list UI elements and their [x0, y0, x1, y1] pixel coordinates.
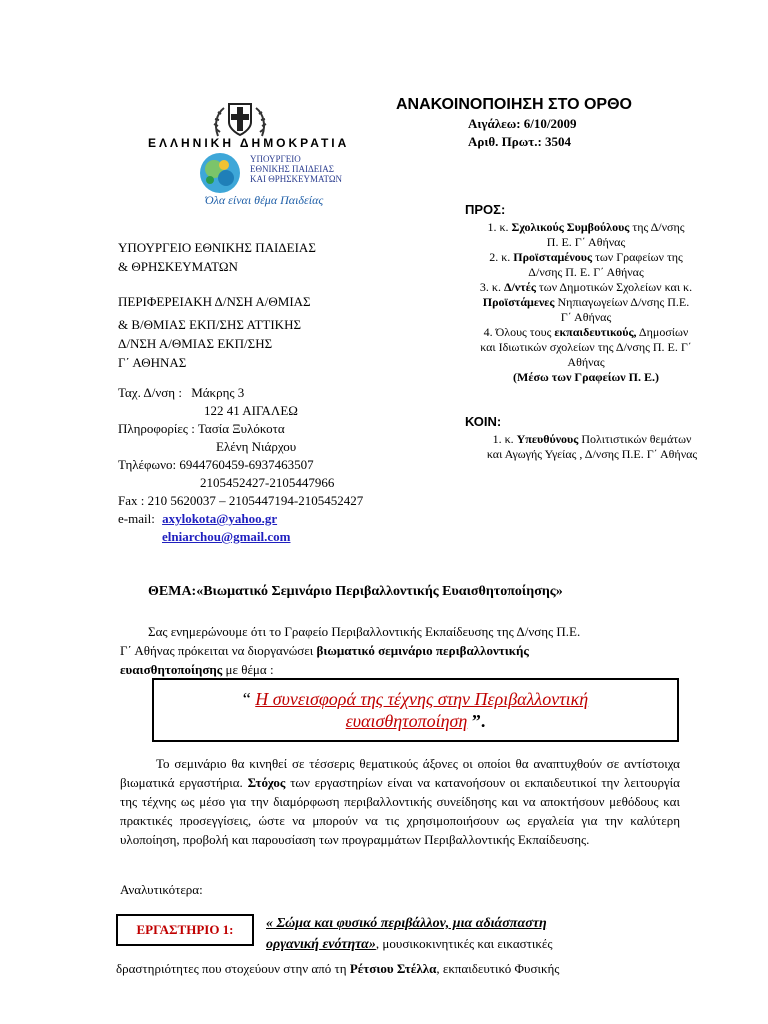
slogan: Όλα είναι θέμα Παιδείας: [205, 193, 324, 207]
intro-text: Γ΄ Αθήνας πρόκειται να διοργανώσει: [120, 643, 317, 658]
recipient-text: των Δημοτικών Σχολείων και κ.: [535, 280, 693, 294]
description-text: των εργαστηρίων είναι να κατανοήσουν οι εκπαιδευτικοί την λειτουργία της τέχνης ως μέσο για την διαμόρφωση περιβαλλοντικής συνείδησης και να αποκτήσουν μεθόδους και πρακτικές προσεγγίσεις, ώστε να μπορούν να τις χρησιμοποιήσουν ως εργαλεία για την καλύτερη υλοποίηση, προβολή και παρουσίαση των προγραμμάτων Περιβαλλοντικής Εκπαίδευσης.: [120, 775, 680, 847]
subject-line: ΘΕΜΑ:«Βιωματικό Σεμινάριο Περιβαλλοντικής Ευαισθητοποίησης»: [148, 584, 563, 599]
workshop-title: [266, 914, 680, 955]
recipient-name: Προϊστάμενες: [482, 295, 555, 309]
recipient-text: Γ΄ Αθήνας: [560, 310, 612, 324]
theme-title: Η συνεισφορά της τέχνης στην Περιβαλλοντική: [255, 689, 589, 709]
recipient-number: 2. κ.: [489, 250, 514, 264]
cc-name: Υπευθύνους: [516, 432, 579, 446]
cc-text: Πολιτιστικών θεμάτων: [578, 432, 692, 446]
email-link[interactable]: elniarchou@gmail.com: [162, 529, 291, 544]
description-bold-text: Στόχος: [247, 775, 286, 790]
recipient-name: Δ/ντές: [503, 280, 536, 294]
sender-ministry-line: ΥΠΟΥΡΓΕΙΟ ΕΘΝΙΚΗΣ ΠΑΙΔΕΙΑΣ: [118, 240, 316, 255]
theme-quote: ”.: [467, 711, 486, 731]
workshop-label: ΕΡΓΑΣΤΗΡΙΟ 1:: [136, 922, 234, 937]
recipients-via: (Μέσω των Γραφείων Π. Ε.): [513, 370, 659, 384]
sender-region-line: & Β/ΘΜΙΑΣ ΕΚΠ/ΣΗΣ ΑΤΤΙΚΗΣ: [118, 317, 302, 332]
theme-title: ευαισθητοποίηση: [345, 711, 468, 731]
info-name: Τασία Ξυλόκοτα: [197, 421, 285, 436]
ministry-logo-icon: [190, 150, 250, 196]
intro-bold-text: ευαισθητοποίησης: [120, 662, 223, 677]
recipient-number: 4. Όλους τους: [483, 325, 555, 339]
recipient-name: εκπαιδευτικούς,: [554, 325, 637, 339]
intro-bold-text: βιωματικό σεμινάριο περιβαλλοντικής: [316, 643, 529, 658]
description-text: Το σεμινάριο θα κινηθεί σε τέσσερις θεματικούς άξονες οι οποίοι θα αναπτυχθούν σε αντίστοιχα βιωματικά εργαστήρια.: [120, 756, 680, 790]
theme-quote: “: [242, 689, 256, 709]
intro-text: Σας ενημερώνουμε ότι το Γραφείο Περιβαλλοντικής Εκπαίδευσης της Δ/νσης Π.Ε.: [148, 624, 581, 639]
phone-number: 2105452427-2105447966: [200, 475, 335, 490]
ministry-logo-line: ΥΠΟΥΡΓΕΙΟ: [250, 154, 301, 164]
email-link[interactable]: axylokota@yahoo.gr: [162, 511, 278, 526]
address-city: 122 41 ΑΙΓΑΛΕΩ: [204, 403, 298, 418]
recipient-text: Δ/νσης Π. Ε. Γ΄ Αθήνας: [528, 265, 644, 279]
sender-region-line: Δ/ΝΣΗ Α/ΘΜΙΑΣ ΕΚΠ/ΣΗΣ: [118, 336, 273, 351]
address-label: Ταχ. Δ/νση :: [118, 385, 182, 400]
cc-number: 1. κ.: [492, 432, 517, 446]
sender-block: [118, 238, 316, 372]
greek-emblem: [212, 98, 268, 140]
recipient-text: Π. Ε. Γ΄ Αθήνας: [546, 235, 626, 249]
intro-paragraph: [120, 622, 680, 679]
detail-heading: Αναλυτικότερα:: [120, 882, 203, 897]
recipient-number: 1. κ.: [487, 220, 512, 234]
info-name: Ελένη Νιάρχου: [216, 439, 297, 454]
fax-label: Fax :: [118, 493, 145, 508]
cc-label: ΚΟΙΝ:: [465, 414, 502, 429]
sender-region-line: Γ΄ ΑΘΗΝΑΣ: [118, 355, 187, 370]
fax-number: 210 5620037 – 2105447194-2105452427: [147, 493, 364, 508]
recipient-name: Προϊσταμένους: [513, 250, 593, 264]
cc-text: και Αγωγής Υγείας , Δ/νσης Π.Ε. Γ΄ Αθήνας: [486, 447, 698, 461]
email-label: e-mail:: [118, 511, 155, 526]
recipient-text: Νηπιαγωγείων Δ/νσης Π.Ε.: [554, 295, 690, 309]
sender-ministry-line: & ΘΡΗΣΚΕΥΜΑΤΩΝ: [118, 259, 238, 274]
recipients-list: [440, 220, 732, 385]
workshop-description: [116, 959, 680, 978]
workshop-text: δραστηριότητες που στοχεύουν στην από τη: [116, 961, 350, 976]
workshop-title-text: « Σώμα και φυσικό περιβάλλον, μια αδιάσπαστη: [266, 916, 547, 931]
phone-number: 6944760459-6937463507: [179, 457, 314, 472]
phone-label: Τηλέφωνο:: [118, 457, 177, 472]
recipient-number: 3. κ.: [479, 280, 504, 294]
ministry-logo-line: ΚΑΙ ΘΡΗΣΚΕΥΜΑΤΩΝ: [250, 174, 343, 184]
description-paragraph: [120, 754, 680, 849]
cc-list: [452, 432, 732, 462]
document-date: Αιγάλεω: 6/10/2009: [468, 116, 577, 131]
ministry-logo: [190, 150, 380, 198]
to-label: ΠΡΟΣ:: [465, 202, 506, 217]
recipient-text: και Ιδιωτικών σχολείων της Δ/νσης Π. Ε. Γ΄: [480, 340, 692, 354]
recipient-text: Αθήνας: [567, 355, 605, 369]
workshop-person: Ρέτσιου Στέλλα: [349, 961, 437, 976]
workshop-text: , εκπαιδευτικό Φυσικής: [436, 961, 560, 976]
recipient-text: της Δ/νσης: [629, 220, 685, 234]
document-title: ΑΝΑΚΟΙΝΟΠΟΙΗΣΗ ΣΤΟ ΟΡΘΟ: [396, 96, 632, 113]
protocol-number: Αριθ. Πρωτ.: 3504: [468, 134, 572, 149]
workshop-title-text: οργανική ενότητα»: [266, 937, 376, 952]
ministry-logo-line: ΕΘΝΙΚΗΣ ΠΑΙΔΕΙΑΣ: [250, 164, 334, 174]
recipient-name: Σχολικούς Συμβούλους: [511, 220, 630, 234]
workshop-label-box: [116, 914, 254, 946]
sender-region-line: ΠΕΡΙΦΕΡΕΙΑΚΗ Δ/ΝΣΗ Α/ΘΜΙΑΣ: [118, 294, 311, 309]
workshop-text: , μουσικοκινητικές και εικαστικές: [375, 936, 553, 951]
info-label: Πληροφορίες :: [118, 421, 195, 436]
address-street: Μάκρης 3: [191, 385, 245, 400]
recipient-text: Δημοσίων: [636, 325, 689, 339]
country-name: ΕΛΛΗΝΙΚΗ ΔΗΜΟΚΡΑΤΙΑ: [148, 136, 350, 150]
contact-block: [118, 384, 438, 546]
recipient-text: των Γραφείων της: [592, 250, 683, 264]
intro-text: με θέμα :: [222, 662, 274, 677]
theme-box: [152, 678, 679, 742]
